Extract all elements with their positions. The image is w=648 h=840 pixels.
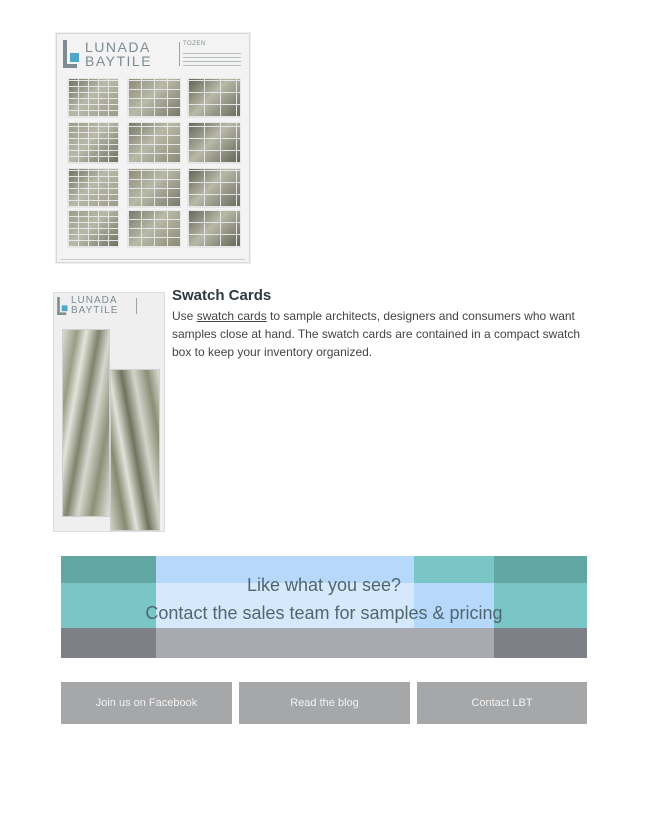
lunada-logo-icon <box>63 40 81 68</box>
tile-sample <box>187 78 241 118</box>
board-header <box>57 34 249 76</box>
contact-sales-banner[interactable] <box>61 556 587 658</box>
tile-sample <box>187 168 241 208</box>
card-logo-line1: LUNADA <box>71 295 118 306</box>
board-logo-line1: LUNADA <box>85 39 151 55</box>
lunada-logo-icon <box>57 297 69 315</box>
description-text-start: Use <box>172 309 197 323</box>
board-fineprint <box>183 50 241 69</box>
banner-headline: Like what you see? <box>246 575 402 595</box>
tile-sample <box>127 210 181 248</box>
banner-subline: Contact the sales team for samples & pricing <box>145 603 503 623</box>
tile-sample <box>67 210 119 248</box>
description-text-end: to sample architects, designers and consumers who want samples close at hand. The swatch cards are contained in a compact swatch box to keep your inventory organized. <box>172 309 580 359</box>
tile-sample <box>67 168 119 208</box>
tile-sample <box>187 122 241 164</box>
swatch-cards-description <box>172 307 592 361</box>
board-logo-line2: BAYTILE <box>85 53 153 69</box>
board-logo-text <box>85 40 152 68</box>
facebook-button[interactable]: Join us on Facebook <box>61 682 232 724</box>
tile-sample <box>127 78 181 118</box>
card-logo-line2: BAYTILE <box>71 305 119 316</box>
contact-lbt-button[interactable]: Contact LBT <box>417 682 587 724</box>
board-divider <box>179 42 180 66</box>
board-footer-line <box>61 259 245 260</box>
tile-sample <box>67 122 119 164</box>
swatch-cards-link[interactable]: swatch cards <box>196 309 267 323</box>
glass-strip-left <box>62 329 110 517</box>
tile-sample <box>67 78 119 118</box>
card-divider <box>136 298 137 314</box>
banner-row-bottom <box>61 628 587 658</box>
tile-sample <box>127 168 181 208</box>
blog-button[interactable]: Read the blog <box>239 682 410 724</box>
tile-sample <box>187 210 241 248</box>
glass-strip-right <box>110 369 160 531</box>
card-logo-text <box>71 296 118 316</box>
sample-board-image <box>56 33 250 263</box>
board-collection-name: TOZEN <box>183 41 206 47</box>
swatch-card-image <box>53 292 165 532</box>
tile-sample <box>127 122 181 164</box>
swatch-cards-heading: Swatch Cards <box>172 287 272 304</box>
